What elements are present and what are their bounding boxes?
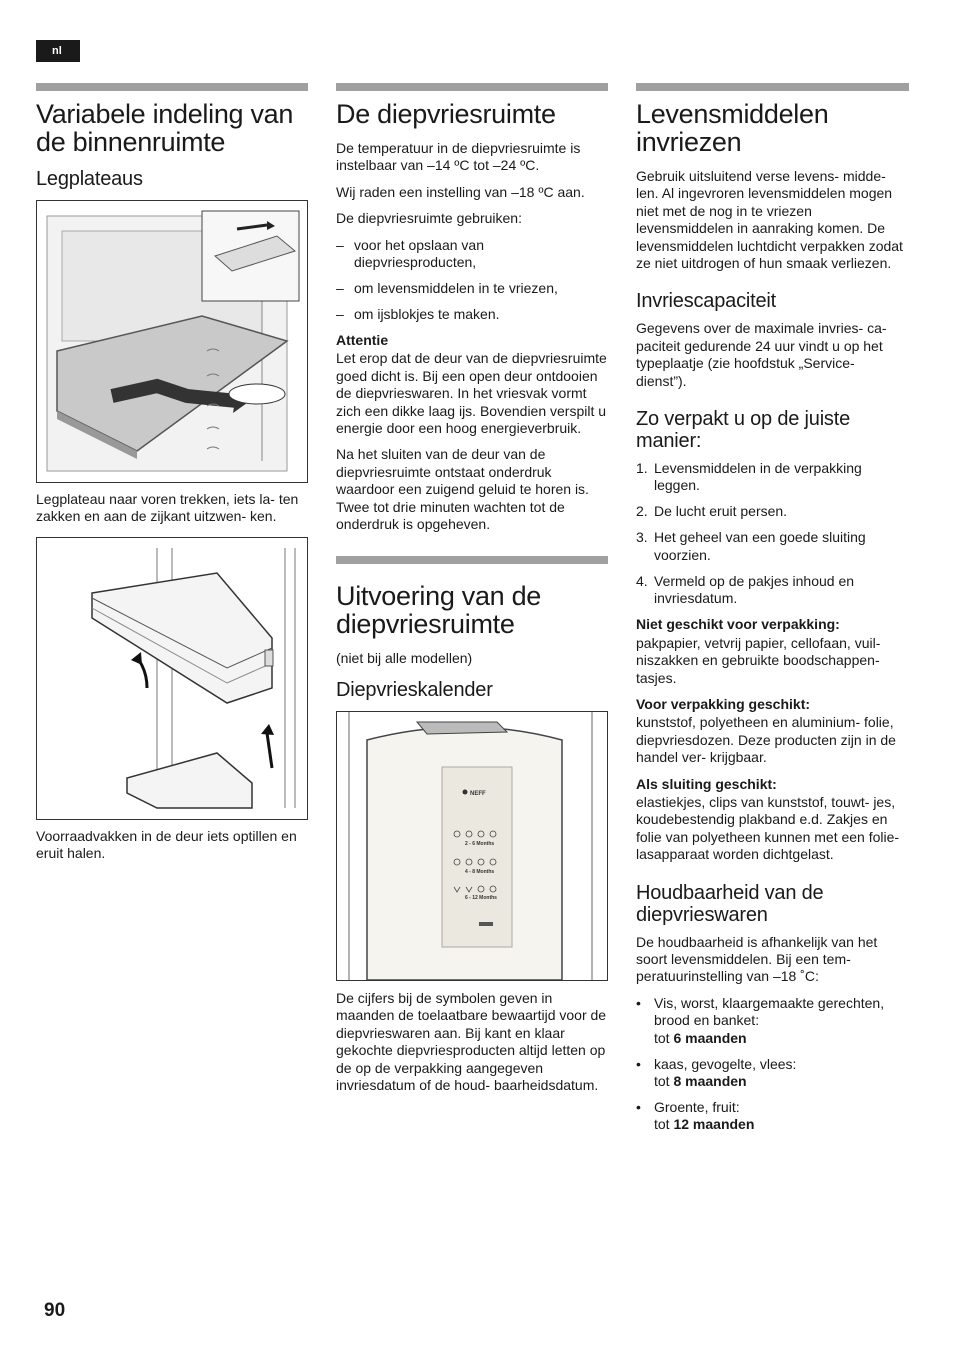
list-item: [636, 1056, 909, 1091]
list-item-text: Vis, worst, klaargemaakte gerechten, brood en banket:: [654, 994, 885, 1029]
paragraph: De temperatuur in de diepvriesruimte is instelbaar van –14 ºC tot –24 ºC.: [336, 140, 581, 174]
paragraph: Gebruik uitsluitend verse levens- midde- len. Al ingevroren levensmiddelen mogen niet met de nog in te vriezen levensmiddelen in aanraking komen. De levensmiddelen luchtdicht verpakken zodat ze niet uitdrogen of hun smaak verliezen.: [636, 168, 903, 272]
door-shelf-illustration: [36, 537, 308, 820]
column-right: [636, 83, 909, 1142]
list-item-text: Het geheel van een goede sluiting voorzien.: [654, 529, 866, 563]
list-item: [636, 460, 909, 495]
subsection-title: Diepvrieskalender: [336, 678, 493, 701]
list-item-text: De lucht eruit persen.: [654, 503, 788, 520]
step-number: 4.: [636, 572, 648, 589]
freezer-calendar-drawing: [337, 712, 607, 980]
attention-label: Attentie: [336, 332, 389, 349]
duration-prefix: tot: [654, 1116, 670, 1133]
section-title: Uitvoering van de diepvriesruimte: [336, 580, 542, 639]
section-rule: [336, 83, 608, 91]
bullet-marker: •: [636, 1055, 641, 1072]
freezer-calendar-illustration: [336, 711, 608, 981]
shelf-drawing: [37, 201, 307, 482]
suitable-label: Voor verpakking geschikt:: [636, 695, 811, 712]
list-item: [636, 529, 909, 564]
language-tag: nl: [36, 40, 80, 62]
duration-prefix: tot: [654, 1029, 670, 1046]
closure-text: elastiekjes, clips van kunststof, touwt- jes, koudebestendig plakband e.d. Zakjes en folie van polyetheen kunnen met een folie-lasapparaat worden dichtgelast.: [636, 793, 900, 863]
list-item: [636, 1099, 909, 1134]
column-middle: [336, 83, 608, 1094]
calendar-row-2: 4 - 8 Months: [465, 868, 495, 875]
page-number: 90: [44, 1300, 66, 1321]
paragraph: De houdbaarheid is afhankelijk van het soort levensmiddelen. Bij een tem- peratuurinstelling van –18 ˚C:: [636, 933, 878, 985]
figure-caption: Legplateau naar voren trekken, iets la- ten zakken en aan de zijkant uitzwen- ken.: [36, 491, 299, 525]
shelf-illustration: [36, 200, 308, 483]
section-title: De diepvriesruimte: [336, 99, 556, 129]
duration-prefix: tot: [654, 1073, 670, 1089]
paragraph: Wij raden een instelling van –18 ºC aan.: [336, 183, 585, 200]
calendar-brand: NEFF: [470, 790, 486, 797]
usage-list: [336, 237, 608, 324]
section-title: Levensmiddelen invriezen: [636, 99, 829, 157]
list-item-text: Vermeld op de pakjes inhoud en invriesdatum.: [654, 572, 855, 607]
dash-marker: –: [336, 236, 344, 253]
not-suitable-label: Niet geschikt voor verpakking:: [636, 616, 840, 633]
list-item-text: Levensmiddelen in de verpakking leggen.: [654, 460, 862, 494]
duration-value: 8 maanden: [673, 1073, 747, 1089]
list-item-text: om levensmiddelen in te vriezen,: [354, 280, 558, 297]
section-rule: [36, 83, 308, 91]
paragraph: De diepvriesruimte gebruiken:: [336, 210, 522, 227]
dash-marker: –: [336, 306, 344, 323]
not-suitable-text: pakpapier, vetvrij papier, cellofaan, vuil- niszakken en gebruikte boodschappen- tasjes.: [636, 634, 881, 686]
list-item: [636, 503, 909, 520]
door-shelf-drawing: [37, 538, 307, 819]
paragraph: Na het sluiten van de deur van de diepvriesruimte ontstaat onderdruk waardoor een zuigend geluid te horen is. Twee tot drie minuten wachten tot de onderdruk is opgeheven.: [336, 446, 589, 533]
list-item: [336, 306, 608, 323]
subsection-title: Houdbaarheid van de diepvrieswaren: [636, 881, 824, 926]
calendar-row-1: 2 - 6 Months: [465, 840, 495, 847]
step-number: 2.: [636, 503, 648, 520]
list-item-text: kaas, gevogelte, vlees:: [654, 1055, 797, 1072]
list-item: [336, 237, 608, 272]
dash-marker: –: [336, 280, 344, 297]
closure-label: Als sluiting geschikt:: [636, 775, 777, 792]
suitable-text: kunststof, polyetheen en aluminium- folie, diepvriesdozen. Deze producten zijn in de handel ver- krijgbaar.: [636, 714, 896, 766]
column-left: [36, 83, 308, 863]
shelf-life-list: [636, 995, 909, 1134]
duration-value: 6 maanden: [673, 1029, 747, 1046]
section-rule: [336, 556, 608, 564]
subsection-title: Zo verpakt u op de juiste manier:: [636, 408, 851, 453]
list-item: [636, 573, 909, 608]
list-item: [336, 280, 608, 297]
duration-value: 12 maanden: [673, 1116, 755, 1133]
bullet-marker: •: [636, 1099, 641, 1115]
note: (niet bij alle modellen): [336, 649, 473, 666]
packing-steps: [636, 460, 909, 608]
subsection-title: Invriescapaciteit: [636, 290, 776, 313]
section-title: Variabele indeling van de binnenruimte: [36, 99, 294, 157]
attention-text: Let erop dat de deur van de diepvriesruimte goed dicht is. Bij een open deur ontdooien de diepvrieswaren. In het vriesvak vormt zich een dikke laag ijs. Bovendien verspilt u energie door een hoog energieverbruik.: [336, 350, 607, 437]
list-item-text: voor het opslaan van diepvriesproducten,: [354, 236, 484, 271]
paragraph: Gegevens over de maximale invries- ca- paciteit gedurende 24 uur vindt u op het typeplaatje (zie hoofdstuk „Service- dienst”).: [636, 320, 887, 389]
list-item-text: om ijsblokjes te maken.: [354, 306, 500, 323]
bullet-marker: •: [636, 994, 641, 1011]
figure-caption: Voorraadvakken in de deur iets optillen en eruit halen.: [36, 827, 297, 862]
figure-caption: De cijfers bij de symbolen geven in maanden de toelaatbare bewaartijd voor de diepvrieswaren aan. Bij kant en klaar gekochte diepvriesproducten altijd letten op de op de verpakking aangegeven invriesdatum of de houd- baarheidsdatum.: [336, 989, 607, 1093]
step-number: 1.: [636, 460, 648, 477]
section-rule: [636, 83, 909, 91]
list-item: [636, 995, 909, 1047]
subsection-title: Legplateaus: [36, 168, 143, 190]
step-number: 3.: [636, 529, 648, 546]
list-item-text: Groente, fruit:: [654, 1099, 740, 1115]
calendar-row-3: 6 - 12 Months: [465, 894, 497, 901]
